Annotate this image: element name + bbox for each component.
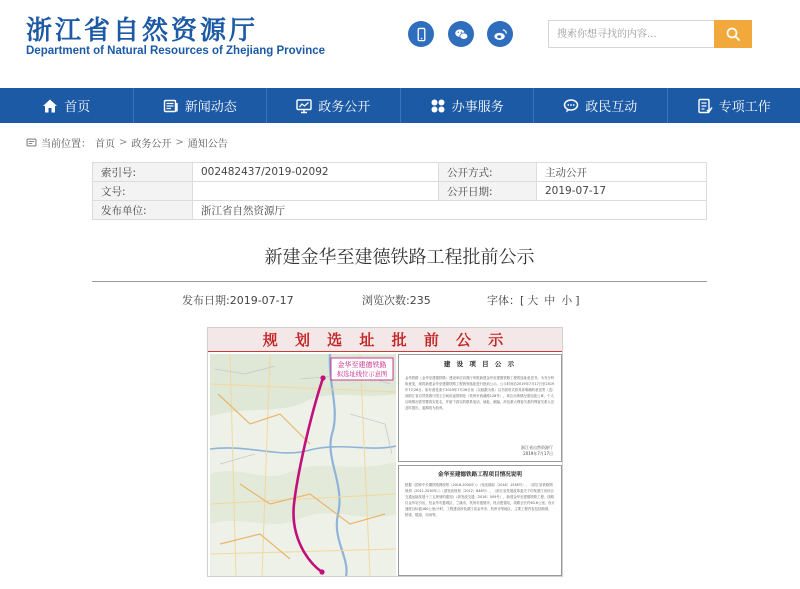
notice-title: 建 设 项 目 公 示 bbox=[443, 360, 517, 368]
font-small-button[interactable]: 小 bbox=[561, 294, 573, 307]
project-desc-box bbox=[398, 465, 562, 576]
font-medium-button[interactable]: 中 bbox=[544, 294, 556, 307]
site-title-cn[interactable]: 浙江省自然资源厅 bbox=[26, 16, 259, 46]
title-divider bbox=[92, 281, 707, 282]
nav-label: 首页 bbox=[64, 100, 91, 115]
breadcrumb-prefix: 当前位置： bbox=[41, 139, 91, 150]
grid-icon bbox=[430, 98, 446, 114]
index-label: 索引号: bbox=[93, 163, 193, 182]
site-title-en[interactable]: Department of Natural Resources of Zhejiang Province bbox=[26, 45, 326, 57]
mode-label: 公开方式: bbox=[439, 163, 537, 182]
notice-sign-org: 浙江省自然资源厅 bbox=[521, 445, 553, 450]
notice-body: 金华铁路（金华至建德铁路）建设单位向我厅申报新建金华至建德铁路工程的选址意见书。为充分听取意见，现将新建金华至建德铁路工程规划选址进行批前公示。公示时间自2019年7月17日至2019年7月26日。如有意见请于2019年7月26日前（以邮戳为准）以书面形式将具体明确的意见寄（送）到浙江省自然资源厅国土空间用途管制处（杭州市西溪路128号），单位反映情况需加盖公章，个人反映情况需签署真实姓名，并留下真实的联系电话、地址、邮编，涉及重大利害关系的利害关系人应及时提出，逾期视为放弃。 bbox=[405, 376, 555, 410]
table-row bbox=[93, 182, 707, 201]
site-header bbox=[0, 0, 800, 88]
font-size-control bbox=[487, 292, 580, 308]
chat-icon bbox=[563, 98, 579, 114]
breadcrumb-home[interactable]: 首页 bbox=[95, 139, 115, 150]
project-desc-body: 根据《国家中长期铁路网规划（2016-2030年）》（发改基础〔2016〕1536号）、《浙江省铁路网规划（2011-2030年）》（浙发改规划〔2012〕846号）、《浙江省发展改革委关于印发浙江省综合交通运输发展十三五规划的通知》（浙发改交通〔2016〕509号），新建金华至建德铁路工程，线路自金华站引出，经金华市婺城区、兰溪市，杭州市建德市，终点建德站，线路全长约63.6公里。设计速度目标值160公里/小时，工程建设涉及浙江省金华市、杭州市等地区，主要工程内容包括路基、桥梁、隧道、站场等。 bbox=[405, 483, 555, 517]
monitor-icon bbox=[296, 98, 312, 114]
issuer-label: 发布单位: bbox=[93, 201, 193, 220]
location-icon bbox=[26, 137, 37, 148]
publish-date: 发布日期:2019-07-17 bbox=[182, 294, 294, 307]
search-icon bbox=[725, 26, 741, 42]
weibo-icon[interactable] bbox=[487, 21, 513, 47]
breadcrumb-separator: > bbox=[175, 137, 184, 148]
nav-label: 政务公开 bbox=[318, 100, 371, 115]
news-icon bbox=[163, 98, 179, 114]
mode-value: 主动公开 bbox=[537, 163, 707, 182]
breadcrumb-separator: > bbox=[119, 137, 128, 148]
notice-banner: 规 划 选 址 批 前 公 示 bbox=[208, 328, 563, 352]
doc-number-label: 文号: bbox=[93, 182, 193, 201]
nav-services[interactable] bbox=[401, 88, 535, 123]
doc-number-value bbox=[193, 182, 439, 201]
nav-interaction[interactable] bbox=[534, 88, 668, 123]
notice-box bbox=[398, 354, 562, 462]
route-map bbox=[210, 354, 396, 576]
map-label-line2: 拟选址线位示意图 bbox=[336, 371, 388, 378]
checklist-icon bbox=[697, 98, 713, 114]
nav-special[interactable] bbox=[668, 88, 800, 123]
home-icon bbox=[42, 98, 58, 114]
nav-label: 专项工作 bbox=[718, 100, 771, 115]
date-value: 2019-07-17 bbox=[537, 182, 707, 201]
notice-sign-date: 2019年7月17日 bbox=[523, 451, 553, 456]
nav-label: 新闻动态 bbox=[184, 100, 237, 115]
nav-label: 办事服务 bbox=[451, 100, 504, 115]
view-count: 浏览次数:235 bbox=[362, 294, 431, 307]
page-title: 新建金华至建德铁路工程批前公示 bbox=[264, 247, 535, 268]
date-label: 公开日期: bbox=[439, 182, 537, 201]
notice-image bbox=[207, 327, 563, 577]
search-box bbox=[548, 20, 752, 48]
search-input[interactable] bbox=[549, 21, 714, 47]
table-row bbox=[93, 163, 707, 182]
nav-label: 政民互动 bbox=[585, 100, 638, 115]
nav-gov-open[interactable] bbox=[267, 88, 401, 123]
nav-news[interactable] bbox=[134, 88, 268, 123]
breadcrumb-notices[interactable]: 通知公告 bbox=[187, 139, 228, 150]
issuer-value: 浙江省自然资源厅 bbox=[193, 201, 707, 220]
search-button[interactable] bbox=[714, 20, 752, 48]
breadcrumb-gov-open[interactable]: 政务公开 bbox=[131, 139, 172, 150]
font-size-label: 字体：[ bbox=[487, 294, 525, 307]
mobile-icon[interactable] bbox=[408, 21, 434, 47]
info-table bbox=[92, 162, 707, 220]
main-nav bbox=[0, 88, 800, 123]
font-large-button[interactable]: 大 bbox=[527, 294, 539, 307]
font-size-bracket: ] bbox=[575, 294, 580, 307]
index-value: 002482437/2019-02092 bbox=[193, 163, 439, 182]
wechat-icon[interactable] bbox=[448, 21, 474, 47]
map-label-line1: 金华至建德铁路 bbox=[337, 361, 387, 369]
project-desc-title: 金华至建德铁路工程项目情况说明 bbox=[438, 472, 522, 478]
table-row bbox=[93, 201, 707, 220]
notice-signature bbox=[521, 445, 553, 457]
notice-text-panel bbox=[398, 354, 562, 576]
nav-home[interactable] bbox=[0, 88, 134, 123]
breadcrumb bbox=[26, 135, 228, 150]
